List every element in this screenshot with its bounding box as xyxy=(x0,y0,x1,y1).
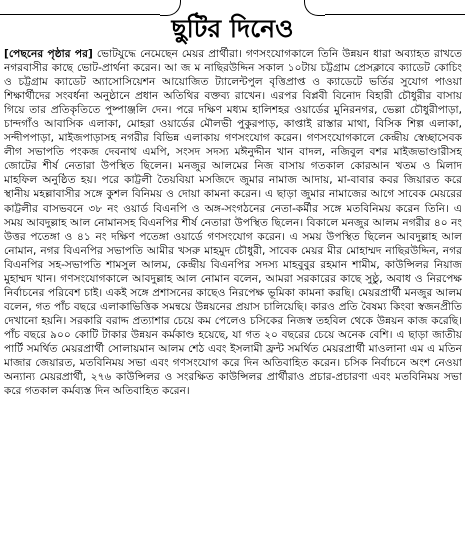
article-headline: ছুটির দিনেও xyxy=(171,14,294,43)
continued-from-label: [পেছনের পৃষ্ঠার পর] xyxy=(4,48,93,60)
article-body xyxy=(4,47,462,550)
article-text: ভোটযুদ্ধে নেমেছেন মেয়র প্রার্থীরা। গণসংযোগকালে তিনি উন্নয়ন ধারা অব্যাহত রাখতে নগরবাসীর কাছে ভোট-প্রার্থনা করেন। আ জ ম নাছিরউদ্দিন সকাল ১০টায় চট্টগ্রাম প্রেসক্লাবে ক্যাডেট কোচিং ও চট্টগ্রাম ক্যাডেট অ্যাসোসিয়েশন আয়োজিত ট্যালেন্টপুল বৃত্তিপ্রাপ্ত ও ক্যাডেটে ভর্তির সুযোগ পাওয়া শিক্ষার্থীদের সংবর্ধনা অনুষ্ঠানে প্রধান অতিথির বক্তব্য রাখেন। এরপর বিপ্লবী বিনোদ বিহারী চৌধুরীর বাসায় গিয়ে তার প্রতিকৃতিতে পুষ্পাঞ্জলি দেন। পরে দক্ষিণ মধ্যম হালিশহর ওয়ার্ডের মুনিরনগর, ভেল্লা চৌধুরীপাড়া, চান্দগাঁও আবাসিক এলাকা, মোহরা ওয়ার্ডের মৌলভী পুকুরপাড়, কাপ্তাই রাস্তার মাথা, বিসিক শিল্প এলাকা, সন্দীপপাড়া, মাইজপাড়াসহ নগরীর বিভিন্ন এলাকায় গণসংযোগ করেন। গণসংযোগকালে কেন্দ্রীয় স্বেচ্ছাসেবক লীগ সভাপতি পংকজ দেবনাথ এমপি, সংসদ সদস্য মঈনুদ্দীন খান বাদল, নজিবুল বশর মাইজভাণ্ডারীসহ জোটের শীর্ষ নেতারা উপস্থিত ছিলেন। মনজুর আলমের নিজ বাসায় গতকাল কোরআন খতম ও মিলাদ মাহফিল অনুষ্ঠিত হয়। পরে কাট্টলী তৈয়বিয়া মসজিদে জুমার নামাজ আদায়, মা-বাবার কবর জিয়ারত করে স্থানীয় মহল্লাবাসীর সঙ্গে কুশল বিনিময় ও দোয়া কামনা করেন। এ ছাড়া জুমার নামাজের আগে সাবেক মেয়রের কাট্টলীর বাসভবনে ৩৮ নং ওয়ার্ড বিএনপি ও অঙ্গ-সংগঠনের নেতা-কর্মীর সঙ্গে মতবিনিময় করেন তিনি। এ সময় আবদুল্লাহ আল নোমানসহ বিএনপির শীর্ষ নেতারা উপস্থিত ছিলেন। বিকালে মনজুর আলম নগরীর ৪০ নং উত্তর পতেঙ্গা ও ৪১ নং দক্ষিণ পতেঙ্গা ওয়ার্ডে গণসংযোগ করেন। এ সময় উপস্থিত ছিলেন আবদুল্লাহ আল নোমান, নগর বিএনপির সভাপতি আমীর খসরু মাহমুদ চৌধুরী, সাবেক মেয়র মীর মোহাম্মদ নাছিরউদ্দিন, নগর বিএনপির সহ-সভাপতি শামসুল আলম, কেন্দ্রীয় বিএনপির সদস্য মাহবুবুর রহমান শামীম, কাউন্সিলর নিয়াজ মুহাম্মদ খান। গণসংযোগকালে আবদুল্লাহ আল নোমান বলেন, আমরা সরকারের কাছে সুষ্ঠু, অবাধ ও নিরপেক্ষ নির্বাচনের পরিবেশ চাই। একই সঙ্গে প্রশাসনের কাছেও নিরপেক্ষ ভূমিকা কামনা করছি। মেয়রপ্রার্থী মনজুর আলম বলেন, গত পাঁচ বছরে এলাকাভিত্তিক সমন্বয়ে উন্নয়নের প্রয়াস চালিয়েছি। কারও প্রতি বৈষম্য কিংবা স্বজনপ্রীতি দেখানো হয়নি। সরকারি বরাদ্দ প্রত্যাশার চেয়ে কম পেলেও চসিকের নিজস্ব তহবিল থেকে উন্নয়ন কাজ করেছি। পাঁচ বছরে ৯০০ কোটি টাকার উন্নয়ন কর্মকাণ্ড হয়েছে, যা গত ২০ বছরের চেয়ে অনেক বেশি। এ ছাড়া জাতীয় পার্টি সমর্থিত মেয়রপ্রার্থী সোলায়মান আলম শেঠ এবং ইসলামী ফ্রন্ট সমর্থিত মেয়রপ্রার্থী মাওলানা এম এ মতিন মাজার জেয়ারত, মতবিনিময় সভা এবং গণসংযোগ করে দিন অতিবাহিত করেন। চসিক নির্বাচনে অংশ নেওয়া অন্যান্য মেয়রপ্রার্থী, ২৭৬ কাউন্সিলর ও সংরক্ষিত কাউন্সিলর প্রার্থীরাও প্রচার-প্রচারণা এবং মতবিনিময় সভা করে গতকাল কর্মব্যস্ত দিন অতিবাহিত করেন। xyxy=(4,48,462,398)
article-paragraph xyxy=(4,47,462,398)
